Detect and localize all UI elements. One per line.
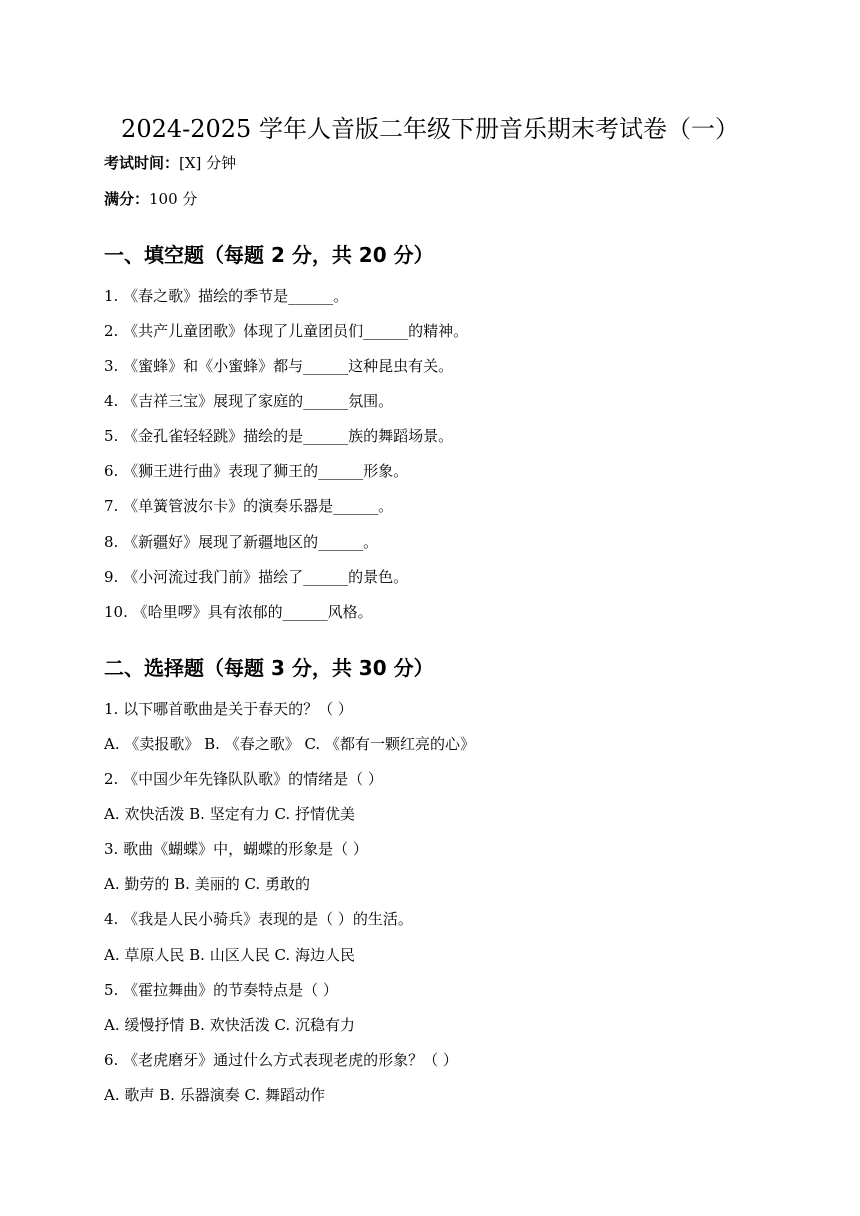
exam-time-value: [X] 分钟: [179, 154, 237, 172]
choice-options: A. 勤劳的 B. 美丽的 C. 勇敢的: [104, 875, 310, 893]
fill-blank-question: 7. 《单簧管波尔卡》的演奏乐器是______。: [104, 497, 394, 515]
fill-blank-question: 1. 《春之歌》描绘的季节是______。: [104, 287, 349, 305]
full-score-line: [104, 188, 197, 210]
exam-time-line: [104, 152, 236, 174]
fill-blank-question: 3. 《蜜蜂》和《小蜜蜂》都与______这种昆虫有关。: [104, 357, 454, 375]
choice-options: A. 草原人民 B. 山区人民 C. 海边人民: [104, 946, 355, 964]
section-heading-multiple-choice: 二、选择题（每题 3 分，共 30 分）: [104, 656, 434, 680]
choice-question: 6. 《老虎磨牙》通过什么方式表现老虎的形象？（ ）: [104, 1051, 458, 1069]
choice-options: A. 欢快活泼 B. 坚定有力 C. 抒情优美: [104, 805, 355, 823]
fill-blank-question: 9. 《小河流过我门前》描绘了______的景色。: [104, 568, 409, 586]
full-score-value: 100 分: [149, 190, 198, 208]
fill-blank-question: 5. 《金孔雀轻轻跳》描绘的是______族的舞蹈场景。: [104, 427, 454, 445]
section-heading-fill-blank: 一、填空题（每题 2 分，共 20 分）: [104, 243, 434, 267]
choice-question: 5. 《霍拉舞曲》的节奏特点是（ ）: [104, 981, 338, 999]
choice-question: 4. 《我是人民小骑兵》表现的是（ ）的生活。: [104, 910, 413, 928]
fill-blank-question: 10. 《哈里啰》具有浓郁的______风格。: [104, 603, 373, 621]
exam-title: 2024-2025 学年人音版二年级下册音乐期末考试卷（一）: [121, 115, 739, 143]
choice-options: A. 歌声 B. 乐器演奏 C. 舞蹈动作: [104, 1086, 325, 1104]
full-score-label: 满分：: [104, 190, 150, 208]
choice-question: 3. 歌曲《蝴蝶》中，蝴蝶的形象是（ ）: [104, 840, 368, 858]
fill-blank-question: 2. 《共产儿童团歌》体现了儿童团员们______的精神。: [104, 322, 469, 340]
choice-options: A. 《卖报歌》 B. 《春之歌》 C. 《都有一颗红亮的心》: [104, 735, 475, 753]
exam-time-label: 考试时间：: [104, 154, 180, 172]
choice-question: 2. 《中国少年先锋队队歌》的情绪是（ ）: [104, 770, 383, 788]
fill-blank-question: 4. 《吉祥三宝》展现了家庭的______氛围。: [104, 392, 394, 410]
choice-options: A. 缓慢抒情 B. 欢快活泼 C. 沉稳有力: [104, 1016, 355, 1034]
fill-blank-question: 8. 《新疆好》展现了新疆地区的______。: [104, 533, 379, 551]
fill-blank-question: 6. 《狮王进行曲》表现了狮王的______形象。: [104, 462, 409, 480]
choice-question: 1. 以下哪首歌曲是关于春天的？（ ）: [104, 700, 353, 718]
